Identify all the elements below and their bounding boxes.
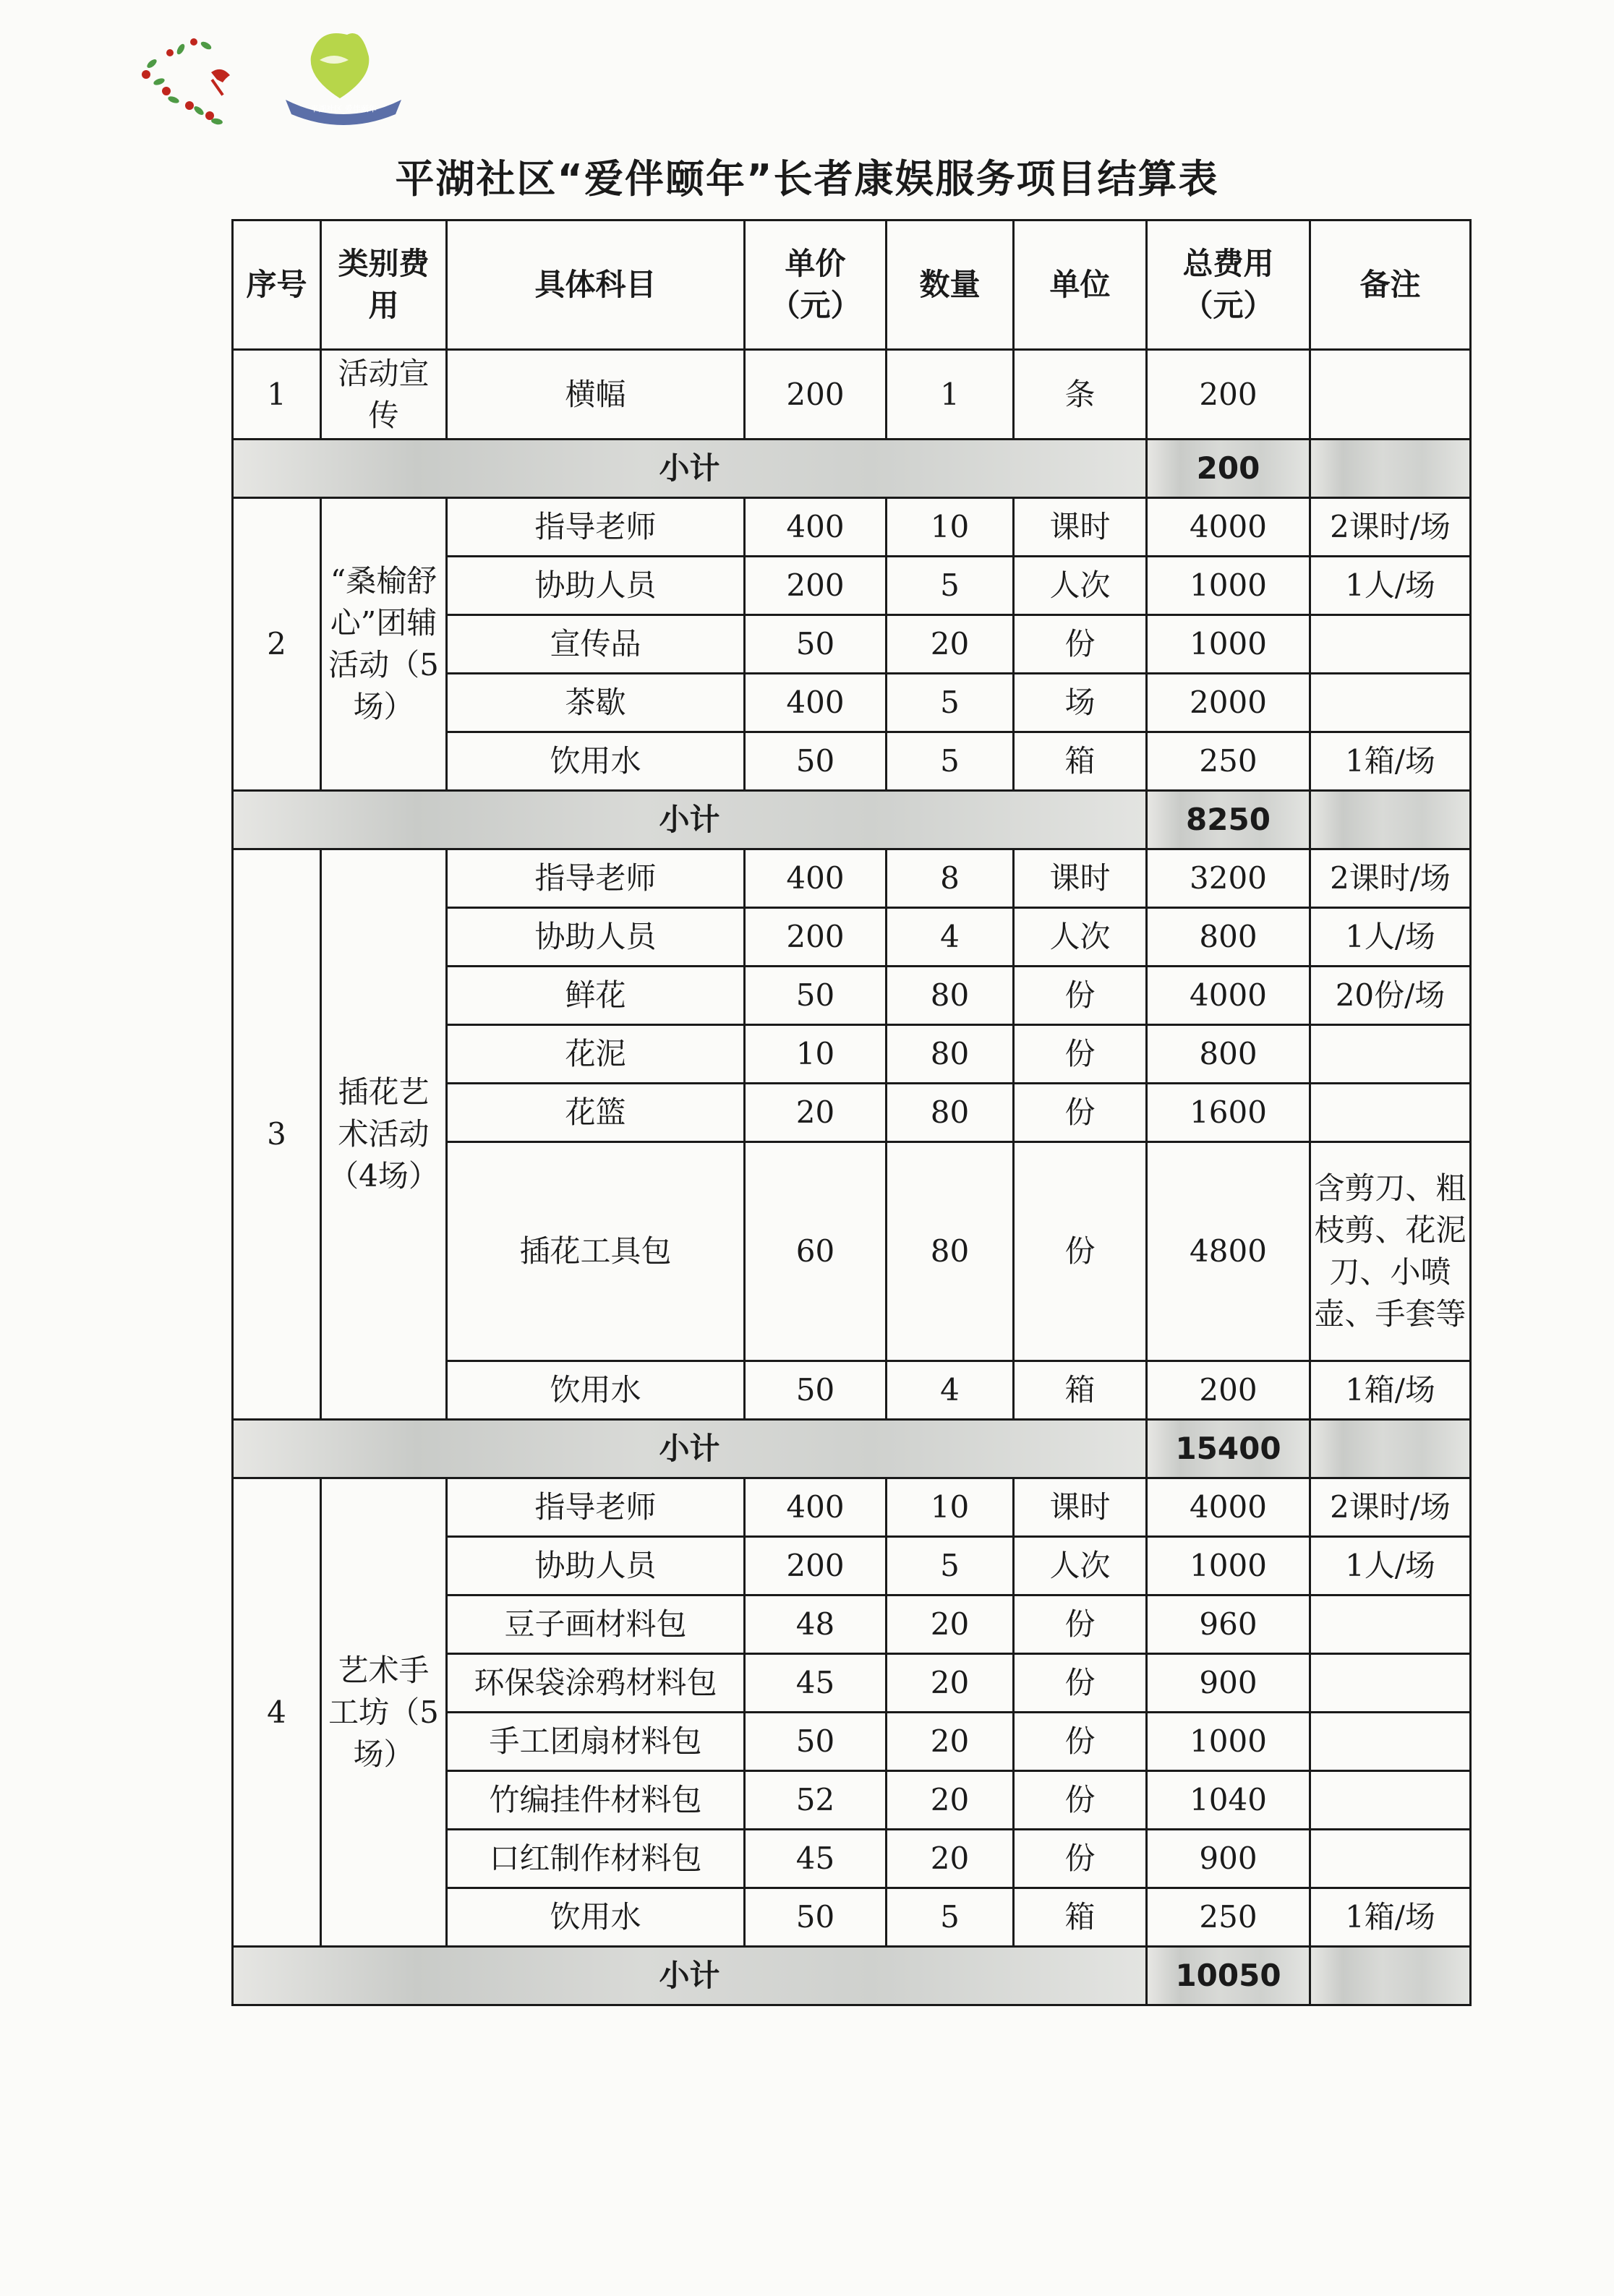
row-item: 鲜花: [447, 967, 745, 1025]
row-qty: 1: [887, 350, 1014, 440]
row-note: 含剪刀、粗枝剪、花泥刀、小喷壶、手套等: [1310, 1142, 1471, 1361]
row-unit: 课时: [1014, 1478, 1147, 1537]
row-qty: 80: [887, 1142, 1014, 1361]
row-total: 4000: [1147, 498, 1310, 557]
row-total: 4000: [1147, 1478, 1310, 1537]
row-note: 20份/场: [1310, 967, 1471, 1025]
row-unit: 场: [1014, 674, 1147, 732]
header-unit: 单位: [1014, 220, 1147, 350]
row-price: 45: [745, 1654, 887, 1713]
subtotal-row: [233, 1420, 1471, 1478]
row-total: 800: [1147, 1025, 1310, 1084]
header-qty: 数量: [887, 220, 1014, 350]
row-qty: 5: [887, 732, 1014, 791]
row-price: 50: [745, 732, 887, 791]
row-unit: 份: [1014, 1771, 1147, 1830]
row-price: 200: [745, 350, 887, 440]
row-item: 花篮: [447, 1084, 745, 1142]
row-note: [1310, 1084, 1471, 1142]
row-unit: 份: [1014, 615, 1147, 674]
header-row: [233, 220, 1471, 350]
section-category: “桑榆舒心”团辅活动（5场）: [321, 498, 447, 791]
row-unit: 课时: [1014, 849, 1147, 908]
row-qty: 4: [887, 1361, 1014, 1420]
row-price: 50: [745, 615, 887, 674]
row-note: [1310, 674, 1471, 732]
subtotal-value: 15400: [1147, 1420, 1310, 1478]
subtotal-label: 小计: [233, 1947, 1147, 2005]
row-total: 200: [1147, 1361, 1310, 1420]
row-total: 1000: [1147, 1537, 1310, 1595]
row-qty: 20: [887, 1654, 1014, 1713]
row-price: 200: [745, 908, 887, 967]
row-note: [1310, 1713, 1471, 1771]
row-total: 4800: [1147, 1142, 1310, 1361]
row-item: 指导老师: [447, 1478, 745, 1537]
subtotal-value: 10050: [1147, 1947, 1310, 2005]
row-qty: 80: [887, 967, 1014, 1025]
subtotal-label: 小计: [233, 791, 1147, 849]
row-qty: 80: [887, 1084, 1014, 1142]
row-unit: 箱: [1014, 1361, 1147, 1420]
heart-bowl-logo: [286, 33, 401, 125]
row-item: 口红制作材料包: [447, 1830, 745, 1888]
row-item: 指导老师: [447, 498, 745, 557]
header-item: 具体科目: [447, 220, 745, 350]
row-price: 60: [745, 1142, 887, 1361]
party-emblem-wreath-icon: [130, 20, 419, 150]
row-item: 竹编挂件材料包: [447, 1771, 745, 1830]
row-note: [1310, 615, 1471, 674]
row-note: [1310, 1595, 1471, 1654]
table-row: [233, 1478, 1471, 1537]
logo-caption: 平湖社区 爱伴颐年: [310, 104, 377, 113]
row-price: 20: [745, 1084, 887, 1142]
row-item: 饮用水: [447, 1888, 745, 1947]
row-qty: 10: [887, 1478, 1014, 1537]
row-unit: 课时: [1014, 498, 1147, 557]
row-total: 1000: [1147, 557, 1310, 615]
row-total: 1040: [1147, 1771, 1310, 1830]
row-item: 横幅: [447, 350, 745, 440]
row-item: 茶歇: [447, 674, 745, 732]
section-category: 艺术手工坊（5场）: [321, 1478, 447, 1947]
page-title: 平湖社区“爱伴颐年”长者康娱服务项目结算表: [395, 156, 1219, 202]
row-qty: 5: [887, 1888, 1014, 1947]
section-seq: 4: [233, 1478, 321, 1947]
section-category: 活动宣传: [321, 350, 447, 440]
row-total: 1000: [1147, 1713, 1310, 1771]
row-price: 400: [745, 1478, 887, 1537]
row-total: 900: [1147, 1654, 1310, 1713]
row-price: 50: [745, 967, 887, 1025]
row-total: 250: [1147, 732, 1310, 791]
header-unit-price: 单价（元）: [745, 220, 887, 350]
row-note: 1箱/场: [1310, 1888, 1471, 1947]
section-seq: 1: [233, 350, 321, 440]
row-qty: 5: [887, 674, 1014, 732]
row-unit: 箱: [1014, 1888, 1147, 1947]
row-price: 50: [745, 1888, 887, 1947]
row-item: 插花工具包: [447, 1142, 745, 1361]
row-item: 宣传品: [447, 615, 745, 674]
row-price: 50: [745, 1361, 887, 1420]
row-note: [1310, 1025, 1471, 1084]
subtotal-value: 8250: [1147, 791, 1310, 849]
subtotal-value: 200: [1147, 440, 1310, 498]
row-price: 400: [745, 674, 887, 732]
row-note: 1人/场: [1310, 908, 1471, 967]
row-unit: 份: [1014, 1713, 1147, 1771]
subtotal-row: [233, 791, 1471, 849]
row-price: 50: [745, 1713, 887, 1771]
row-unit: 份: [1014, 1084, 1147, 1142]
row-unit: 份: [1014, 1654, 1147, 1713]
row-item: 指导老师: [447, 849, 745, 908]
section-category: 插花艺术活动（4场）: [321, 849, 447, 1420]
row-unit: 人次: [1014, 908, 1147, 967]
row-price: 400: [745, 849, 887, 908]
row-note: 1箱/场: [1310, 1361, 1471, 1420]
row-price: 52: [745, 1771, 887, 1830]
subtotal-note: [1310, 1420, 1471, 1478]
row-unit: 份: [1014, 1595, 1147, 1654]
table-row: [233, 350, 1471, 440]
row-qty: 20: [887, 1713, 1014, 1771]
row-note: [1310, 350, 1471, 440]
subtotal-note: [1310, 440, 1471, 498]
row-item: 协助人员: [447, 1537, 745, 1595]
row-note: 2课时/场: [1310, 1478, 1471, 1537]
row-price: 10: [745, 1025, 887, 1084]
row-qty: 5: [887, 557, 1014, 615]
row-qty: 20: [887, 1771, 1014, 1830]
row-total: 3200: [1147, 849, 1310, 908]
section-seq: 2: [233, 498, 321, 791]
header-seq: 序号: [233, 220, 321, 350]
row-unit: 人次: [1014, 557, 1147, 615]
row-total: 800: [1147, 908, 1310, 967]
subtotal-note: [1310, 791, 1471, 849]
row-qty: 20: [887, 615, 1014, 674]
row-item: 环保袋涂鸦材料包: [447, 1654, 745, 1713]
row-note: 2课时/场: [1310, 498, 1471, 557]
table-row: [233, 498, 1471, 557]
settlement-table: [231, 219, 1472, 2006]
row-item: 饮用水: [447, 1361, 745, 1420]
header-logos: [130, 20, 419, 150]
header-total: 总费用（元）: [1147, 220, 1310, 350]
row-total: 1600: [1147, 1084, 1310, 1142]
row-qty: 4: [887, 908, 1014, 967]
row-item: 协助人员: [447, 908, 745, 967]
row-qty: 20: [887, 1830, 1014, 1888]
header-note: 备注: [1310, 220, 1471, 350]
row-note: 1人/场: [1310, 1537, 1471, 1595]
subtotal-note: [1310, 1947, 1471, 2005]
row-note: 1人/场: [1310, 557, 1471, 615]
subtotal-row: [233, 1947, 1471, 2005]
row-total: 250: [1147, 1888, 1310, 1947]
row-item: 手工团扇材料包: [447, 1713, 745, 1771]
row-item: 豆子画材料包: [447, 1595, 745, 1654]
row-note: [1310, 1771, 1471, 1830]
row-item: 饮用水: [447, 732, 745, 791]
row-price: 45: [745, 1830, 887, 1888]
row-qty: 10: [887, 498, 1014, 557]
row-note: 2课时/场: [1310, 849, 1471, 908]
row-unit: 份: [1014, 1142, 1147, 1361]
row-price: 400: [745, 498, 887, 557]
row-price: 200: [745, 1537, 887, 1595]
row-unit: 条: [1014, 350, 1147, 440]
row-total: 4000: [1147, 967, 1310, 1025]
row-note: [1310, 1654, 1471, 1713]
row-qty: 8: [887, 849, 1014, 908]
row-price: 48: [745, 1595, 887, 1654]
row-unit: 人次: [1014, 1537, 1147, 1595]
section-seq: 3: [233, 849, 321, 1420]
row-price: 200: [745, 557, 887, 615]
subtotal-label: 小计: [233, 440, 1147, 498]
row-unit: 份: [1014, 1830, 1147, 1888]
row-item: 协助人员: [447, 557, 745, 615]
row-unit: 份: [1014, 1025, 1147, 1084]
subtotal-label: 小计: [233, 1420, 1147, 1478]
row-unit: 份: [1014, 967, 1147, 1025]
row-note: [1310, 1830, 1471, 1888]
row-total: 1000: [1147, 615, 1310, 674]
row-note: 1箱/场: [1310, 732, 1471, 791]
header-category: 类别费用: [321, 220, 447, 350]
row-qty: 5: [887, 1537, 1014, 1595]
subtotal-row: [233, 440, 1471, 498]
table-row: [233, 849, 1471, 908]
row-total: 2000: [1147, 674, 1310, 732]
row-total: 900: [1147, 1830, 1310, 1888]
row-qty: 80: [887, 1025, 1014, 1084]
row-qty: 20: [887, 1595, 1014, 1654]
row-total: 960: [1147, 1595, 1310, 1654]
row-item: 花泥: [447, 1025, 745, 1084]
row-total: 200: [1147, 350, 1310, 440]
row-unit: 箱: [1014, 732, 1147, 791]
